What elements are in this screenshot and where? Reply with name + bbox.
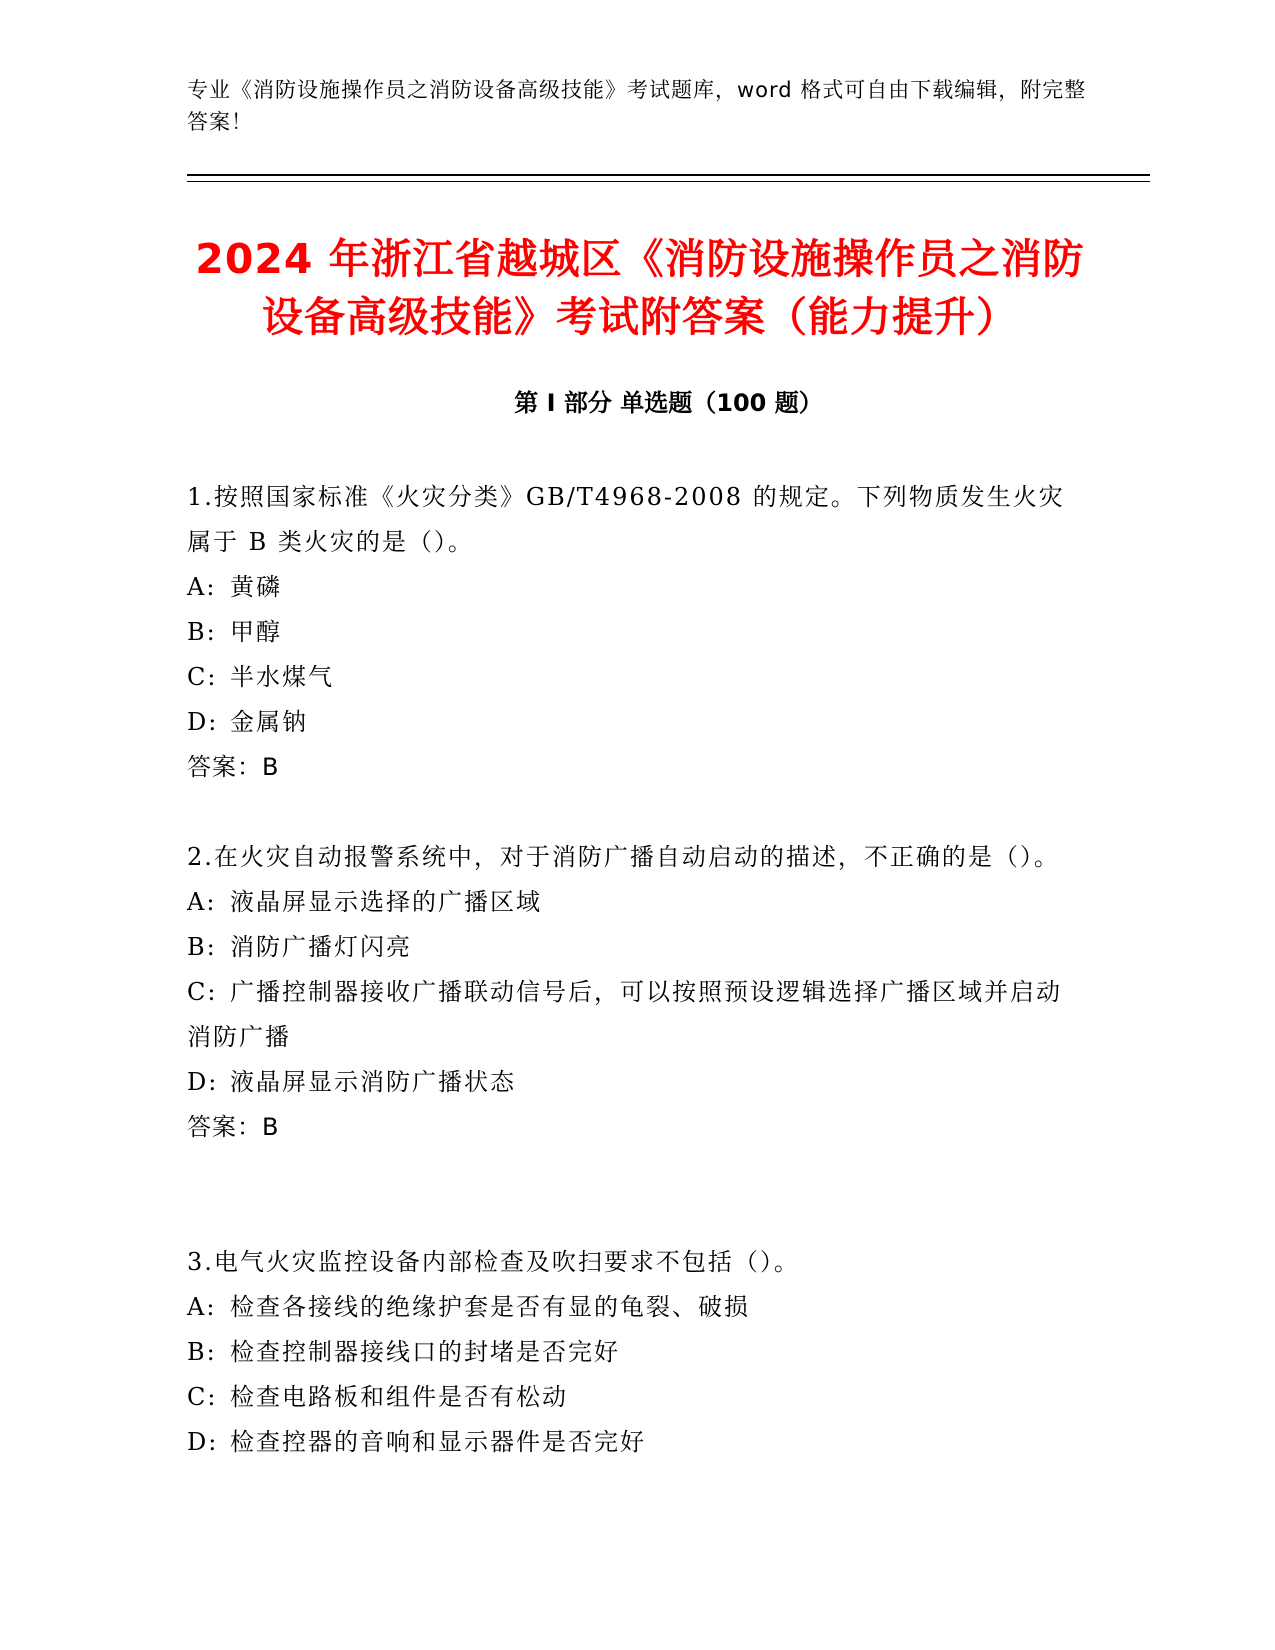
option-a [187, 880, 1087, 925]
option-key: C: [187, 978, 218, 1006]
question-stem: 2.在火灾自动报警系统中，对于消防广播自动启动的描述，不正确的是（）。 [187, 843, 1060, 871]
question-stem: 3.电气火灾监控设备内部检查及吹扫要求不包括（）。 [187, 1248, 800, 1276]
option-key: A: [187, 888, 217, 916]
option-key: A: [187, 573, 217, 601]
answer-line: 答案：B [187, 753, 280, 781]
option-b [187, 610, 1087, 655]
option-key: A: [187, 1293, 217, 1321]
option-text: 金属钠 [230, 708, 308, 736]
header-note: 专业《消防设施操作员之消防设备高级技能》考试题库，word 格式可自由下载编辑，附完整答案！ [187, 78, 1087, 134]
option-text: 黄磷 [230, 573, 282, 601]
option-text: 检查控器的音响和显示器件是否完好 [230, 1428, 646, 1456]
option-c [187, 970, 1087, 1060]
option-key: C: [187, 663, 218, 691]
option-text: 检查控制器接线口的封堵是否完好 [230, 1338, 620, 1366]
option-text: 检查电路板和组件是否有松动 [230, 1383, 568, 1411]
option-text: 液晶屏显示选择的广播区域 [230, 888, 542, 916]
option-text: 液晶屏显示消防广播状态 [230, 1068, 516, 1096]
option-key: B: [187, 618, 217, 646]
header-divider-thick [187, 174, 1150, 176]
answer-line: 答案：B [187, 1113, 280, 1141]
option-d [187, 1420, 1087, 1465]
question-stem: 1.按照国家标准《火灾分类》GB/T4968-2008 的规定。下列物质发生火灾属于 B 类火灾的是（）。 [187, 483, 1065, 556]
option-a [187, 565, 1087, 610]
option-key: B: [187, 1338, 217, 1366]
section-heading: 第 I 部分 单选题（100 题） [514, 389, 823, 417]
document-title: 2024 年浙江省越城区《消防设施操作员之消防设备高级技能》考试附答案（能力提升） [195, 235, 1085, 341]
option-text: 消防广播灯闪亮 [230, 933, 412, 961]
option-c [187, 1375, 1087, 1420]
option-text: 甲醇 [230, 618, 282, 646]
option-d [187, 700, 1087, 745]
option-text: 半水煤气 [230, 663, 334, 691]
question-2 [187, 835, 1087, 1150]
option-key: D: [187, 708, 219, 736]
option-key: B: [187, 933, 217, 961]
question-1 [187, 475, 1087, 790]
option-key: C: [187, 1383, 218, 1411]
option-b [187, 1330, 1087, 1375]
option-c [187, 655, 1087, 700]
option-a [187, 1285, 1087, 1330]
option-text: 检查各接线的绝缘护套是否有显的龟裂、破损 [230, 1293, 750, 1321]
question-3 [187, 1240, 1087, 1465]
option-key: D: [187, 1068, 219, 1096]
option-b [187, 925, 1087, 970]
option-d [187, 1060, 1087, 1105]
option-text: 广播控制器接收广播联动信号后，可以按照预设逻辑选择广播区域并启动消防广播 [187, 978, 1062, 1051]
header-divider-thin [187, 181, 1150, 182]
option-key: D: [187, 1428, 219, 1456]
